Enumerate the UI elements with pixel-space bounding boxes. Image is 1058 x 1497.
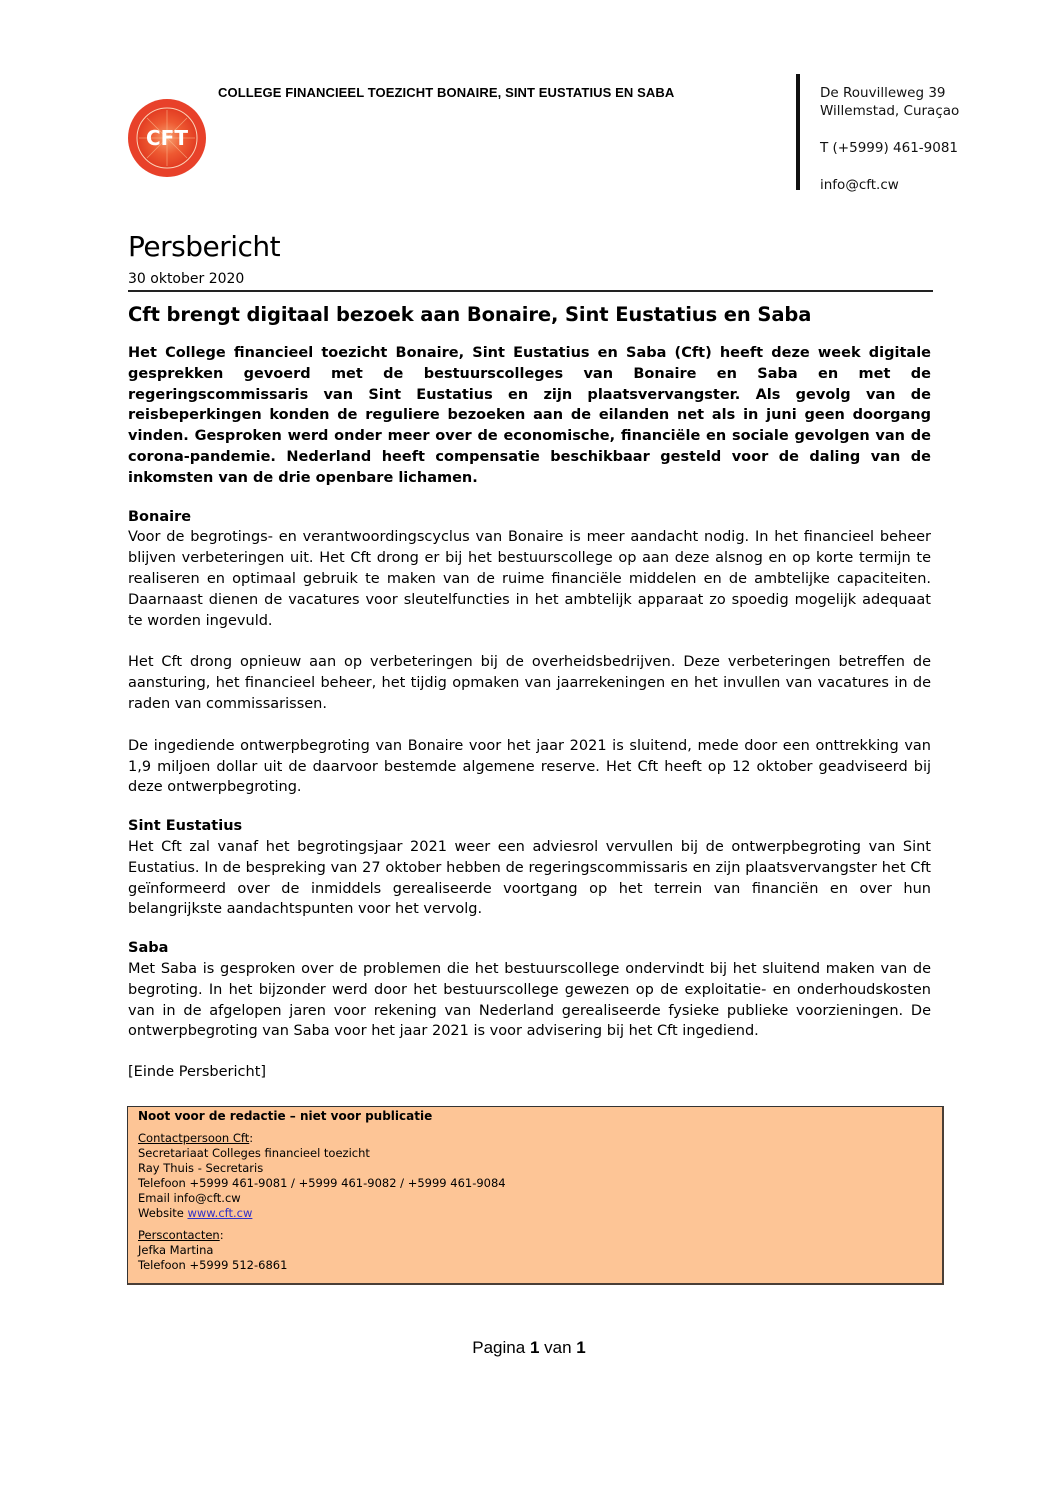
website-label: Website (138, 1206, 188, 1220)
svg-text:CFT: CFT (146, 126, 188, 150)
website-link[interactable]: www.cft.cw (187, 1206, 253, 1220)
end-marker: [Einde Persbericht] (128, 1064, 267, 1081)
contact-phone: Telefoon +5999 461-9081 / +5999 461-9082 / +5999 461-9084 (138, 1176, 506, 1190)
header-divider (796, 74, 800, 190)
note-title: Noot voor de redactie – niet voor publicatie (138, 1109, 433, 1123)
contact-email: Email info@cft.cw (138, 1191, 241, 1205)
website-line (138, 1206, 932, 1221)
page-current: 1 (529, 1338, 540, 1357)
contact-label: Contactpersoon Cft (138, 1131, 250, 1145)
press-label: Perscontacten (138, 1228, 220, 1242)
page-total: 1 (576, 1338, 586, 1357)
document-date: 30 oktober 2020 (128, 271, 245, 287)
page-prefix: Pagina (472, 1338, 530, 1357)
article-body (128, 343, 931, 1083)
press-phone: Telefoon +5999 512-6861 (138, 1258, 288, 1272)
contact-org: Secretariaat Colleges financieel toezicht (138, 1146, 370, 1160)
section-title-saba: Saba (128, 940, 169, 957)
paragraph: Met Saba is gesproken over de problemen die het bestuurscollege ondervindt bij het sluitend maken van de begroting. In het bijzonder werd door het bestuurscollege gewezen op de exploitatie- en onderhoudskosten van in de afgelopen jaren voor rekening van Nederland gerealiseerde fysieke publieke voorzieningen. De ontwerpbegroting van Saba voor het jaar 2021 is voor advisering bij het Cft ingediend. (128, 960, 931, 1040)
editor-note-box (127, 1106, 944, 1285)
contact-name: Ray Thuis - Secretaris (138, 1161, 264, 1175)
page-middle: van (539, 1338, 577, 1357)
lead-paragraph: Het College financieel toezicht Bonaire, Sint Eustatius en Saba (Cft) heeft deze week digitale gesprekken gevoerd met de bestuurscolleges van Bonaire en Saba en met de regeringscommissaris van Sint Eustatius en zijn plaatsvervangster. Als gevolg van de reisbeperkingen konden de reguliere bezoeken aan de eilanden net als in juni geen doorgang vinden. Gesproken werd onder meer over de economische, financiële en sociale gevolgen van de corona-pandemie. Nederland heeft compensatie beschikbaar gesteld voor de daling van de inkomsten van de drie openbare lichamen. (128, 345, 931, 486)
paragraph: Voor de begrotings- en verantwoordingscyclus van Bonaire is meer aandacht nodig. In het financieel beheer blijven verbeteringen uit. Het Cft drong er bij het bestuurscollege op aan deze alsnog en op korte termijn te realiseren en optimaal gebruik te maken van de ruime financiële middelen en de ambtelijke capaciteiten. Daarnaast dienen de vacatures voor sleutelfuncties in het ambtelijk apparaat zo spoedig mogelijk adequaat te worden ingevuld. (128, 529, 931, 629)
address-city: Willemstad, Curaçao (820, 103, 960, 119)
address-street: De Rouvilleweg 39 (820, 85, 946, 101)
header-email[interactable]: info@cft.cw (820, 177, 899, 193)
press-label-line: Perscontacten: (138, 1228, 224, 1242)
page-number (0, 1338, 1058, 1358)
cft-logo-icon (127, 98, 207, 178)
press-name: Jefka Martina (138, 1243, 214, 1257)
paragraph: De ingediende ontwerpbegroting van Bonaire voor het jaar 2021 is sluitend, mede door een onttrekking van 1,9 miljoen dollar uit de daarvoor bestemde algemene reserve. Het Cft heeft op 12 oktober geadviseerd bij deze ontwerpbegroting. (128, 737, 931, 796)
section-title-bonaire: Bonaire (128, 508, 192, 525)
headline: Cft brengt digitaal bezoek aan Bonaire, Sint Eustatius en Saba (128, 303, 812, 326)
contact-label-line: Contactpersoon Cft: (138, 1131, 254, 1145)
contact-address-block (820, 84, 959, 194)
title-rule (128, 290, 933, 292)
document-type: Persbericht (128, 230, 281, 263)
paragraph: Het Cft drong opnieuw aan op verbeteringen bij de overheidsbedrijven. Deze verbeteringen betreffen de aansturing, het financieel beheer, het tijdig opmaken van jaarrekeningen en het invullen van vacatures in de raden van commissarissen. (128, 654, 931, 712)
section-title-sint-eustatius: Sint Eustatius (128, 818, 243, 835)
paragraph: Het Cft zal vanaf het begrotingsjaar 2021 weer een adviesrol vervullen bij de ontwerpbegroting van Sint Eustatius. In de bespreking van 27 oktober hebben de regeringscommissaris en zijn plaatsvervangster het Cft geïnformeerd over de inmiddels gerealiseerde voortgang op het terrein van financiën en over hun belangrijkste aandachtspunten voor het vervolg. (128, 838, 931, 918)
cft-logo (127, 98, 207, 178)
header-phone: T (+5999) 461-9081 (820, 140, 959, 156)
organization-name: COLLEGE FINANCIEEL TOEZICHT BONAIRE, SINT EUSTATIUS EN SABA (218, 85, 675, 100)
